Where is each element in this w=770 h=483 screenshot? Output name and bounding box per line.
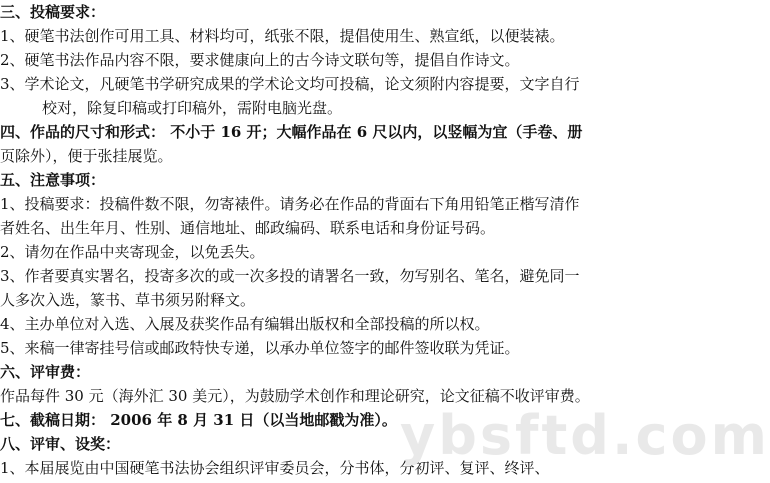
- text-line: 2、请勿在作品中夹寄现金，以免丢失。: [0, 243, 265, 261]
- text-line: 2、硬笔书法作品内容不限，要求健康向上的古今诗文联句等，提倡自作诗文。: [0, 51, 520, 69]
- text-line: 人多次入选，篆书、草书须另附释文。: [0, 291, 256, 309]
- text-line: 1、投稿要求：投稿件数不限，勿寄裱件。请务必在作品的背面右下角用铅笔正楷写清作: [0, 195, 580, 213]
- section-heading-notes: 五、注意事项：: [0, 171, 106, 189]
- section-heading-deadline: 七、截稿日期： 2006 年 8 月 31 日（以当地邮戳为准）。: [0, 411, 397, 429]
- section-heading-submission-requirements: 三、投稿要求：: [0, 3, 106, 21]
- watermark: ybsftd.com: [400, 404, 770, 467]
- text-line: 者姓名、出生年月、性别、通信地址、邮政编码、联系电话和身份证号码。: [0, 219, 496, 237]
- section-heading-review-awards: 八、评审、设奖：: [0, 435, 121, 453]
- text-line: 1、本届展览由中国硬笔书法协会组织评审委员会，分书体，分初评、复评、终评、: [0, 459, 550, 477]
- text-line: 3、学术论文，凡硬笔书学研究成果的学术论文均可投稿，论文须附内容提要，文字自行: [0, 75, 580, 93]
- section-heading-size-format: 四、作品的尺寸和形式： 不小于 16 开；大幅作品在 6 尺以内，以竖幅为宜（手卷、册: [0, 123, 583, 141]
- text-line: 1、硬笔书法创作可用工具、材料均可，纸张不限，提倡使用生、熟宣纸，以便装裱。: [0, 27, 565, 45]
- text-line: 作品每件 30 元（海外汇 30 美元），为鼓励学术创作和理论研究，论文征稿不收评审费。: [0, 387, 590, 405]
- text-line: 5、来稿一律寄挂号信或邮政特快专递，以承办单位签字的邮件签收联为凭证。: [0, 339, 520, 357]
- text-line: 校对，除复印稿或打印稿外，需附电脑光盘。: [42, 99, 343, 117]
- section-heading-review-fee: 六、评审费：: [0, 363, 91, 381]
- text-line: 页除外），便于张挂展览。: [0, 147, 173, 165]
- text-line: 3、作者要真实署名，投寄多次的或一次多投的请署名一致，勿写别名、笔名，避免同一: [0, 267, 580, 285]
- text-line: 4、主办单位对入选、入展及获奖作品有编辑出版权和全部投稿的所以权。: [0, 315, 490, 333]
